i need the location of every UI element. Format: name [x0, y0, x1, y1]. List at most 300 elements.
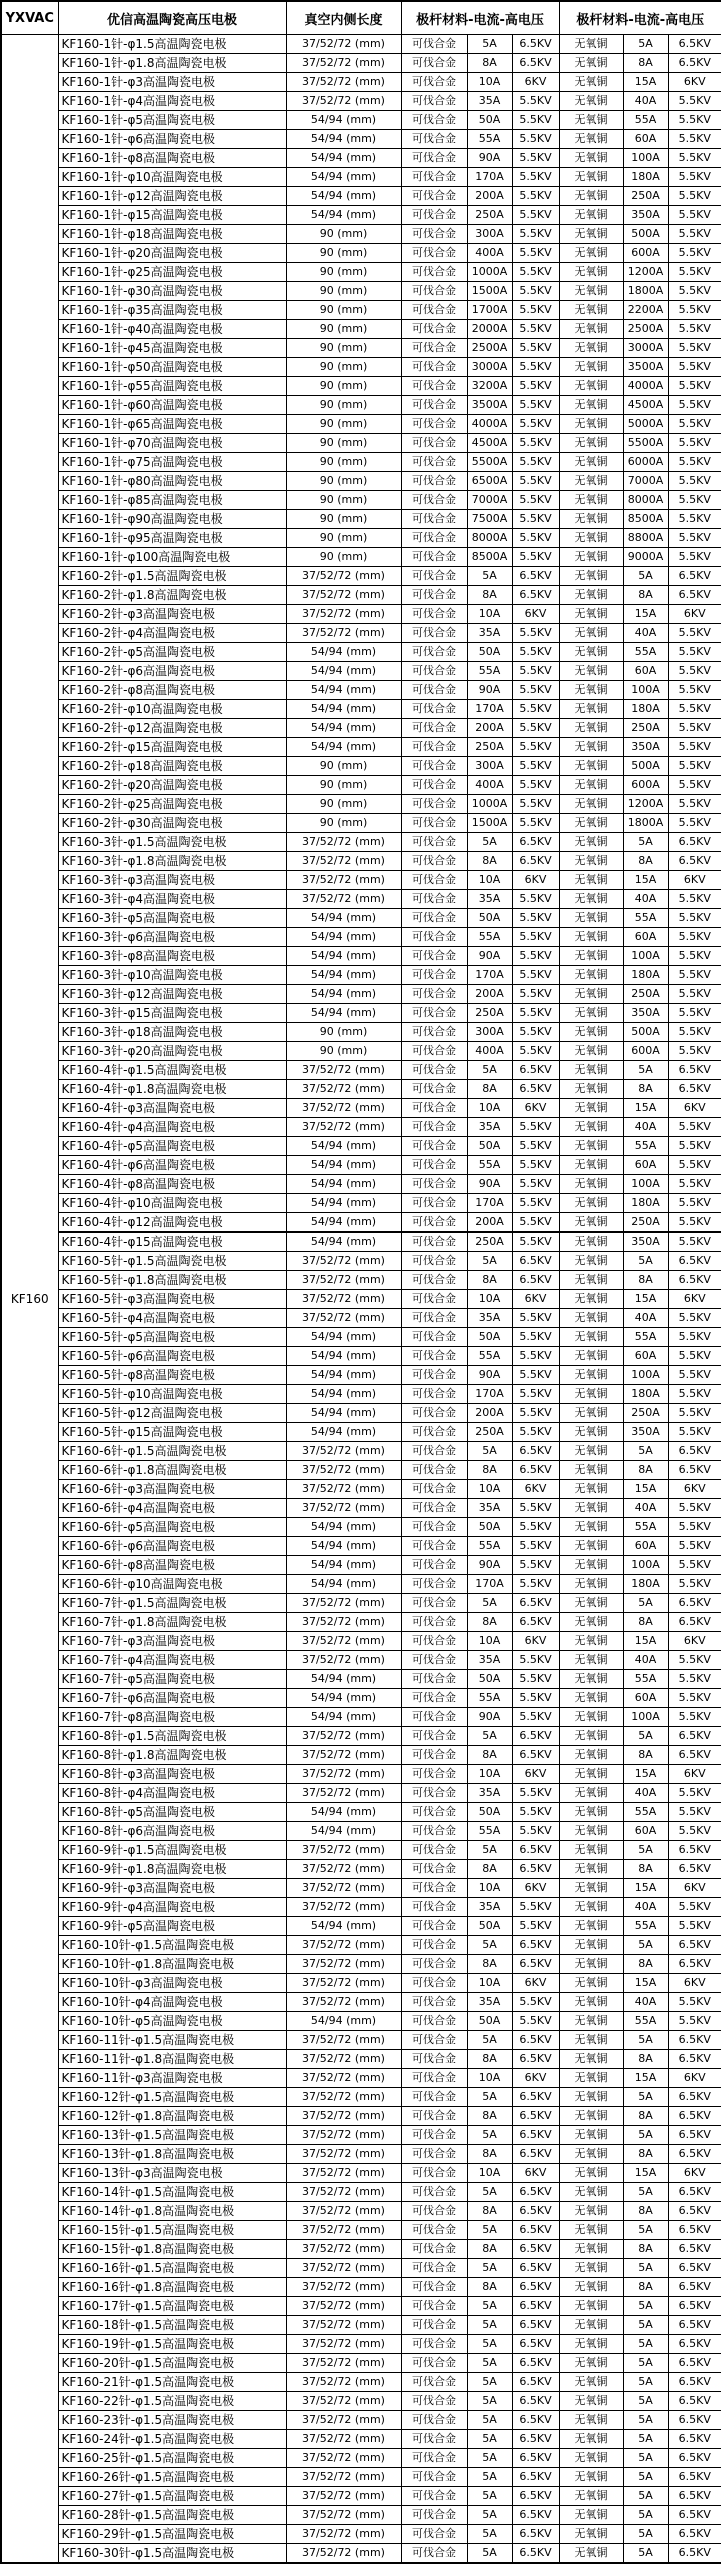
- material1-cell: 可伐合金: [401, 35, 467, 54]
- current2-cell: 60A: [623, 1347, 668, 1366]
- table-row: [1, 2430, 721, 2449]
- length-cell: 54/94 (mm): [286, 1366, 401, 1385]
- table-row: [1, 1974, 721, 1993]
- voltage2-cell: 6.5KV: [668, 2487, 721, 2506]
- product-name-cell: KF160-7针-φ3高温陶瓷电极: [58, 1632, 286, 1651]
- length-cell: 54/94 (mm): [286, 1156, 401, 1175]
- product-name-cell: KF160-3针-φ18高温陶瓷电极: [58, 1023, 286, 1042]
- voltage1-cell: 5.5KV: [512, 624, 559, 643]
- voltage1-cell: 5.5KV: [512, 1898, 559, 1917]
- voltage1-cell: 5.5KV: [512, 377, 559, 396]
- product-name-cell: KF160-1针-φ85高温陶瓷电极: [58, 491, 286, 510]
- current1-cell: 35A: [467, 1499, 512, 1518]
- voltage1-cell: 6.5KV: [512, 2050, 559, 2069]
- table-row: [1, 2259, 721, 2278]
- voltage2-cell: 6KV: [668, 73, 721, 92]
- current2-cell: 180A: [623, 168, 668, 187]
- product-name-cell: KF160-10针-φ1.5高温陶瓷电极: [58, 1936, 286, 1955]
- length-cell: 37/52/72 (mm): [286, 1061, 401, 1080]
- voltage1-cell: 5.5KV: [512, 1518, 559, 1537]
- product-name-cell: KF160-4针-φ15高温陶瓷电极: [58, 1232, 286, 1252]
- table-row: [1, 358, 721, 377]
- voltage1-cell: 6.5KV: [512, 1613, 559, 1632]
- material1-cell: 可伐合金: [401, 1632, 467, 1651]
- length-cell: 37/52/72 (mm): [286, 2544, 401, 2564]
- length-cell: 90 (mm): [286, 1023, 401, 1042]
- voltage1-cell: 6.5KV: [512, 2240, 559, 2259]
- product-name-cell: KF160-10针-φ4高温陶瓷电极: [58, 1993, 286, 2012]
- table-row: [1, 2126, 721, 2145]
- material1-cell: 可伐合金: [401, 833, 467, 852]
- current1-cell: 250A: [467, 1423, 512, 1442]
- length-cell: 54/94 (mm): [286, 1194, 401, 1213]
- current1-cell: 5A: [467, 1442, 512, 1461]
- voltage1-cell: 5.5KV: [512, 320, 559, 339]
- material2-cell: 无氧铜: [559, 776, 623, 795]
- voltage2-cell: 5.5KV: [668, 510, 721, 529]
- length-cell: 37/52/72 (mm): [286, 1499, 401, 1518]
- length-cell: 54/94 (mm): [286, 947, 401, 966]
- product-name-cell: KF160-10针-φ1.8高温陶瓷电极: [58, 1955, 286, 1974]
- product-name-cell: KF160-20针-φ1.5高温陶瓷电极: [58, 2354, 286, 2373]
- material1-cell: 可伐合金: [401, 529, 467, 548]
- material2-cell: 无氧铜: [559, 130, 623, 149]
- voltage1-cell: 6.5KV: [512, 1061, 559, 1080]
- length-cell: 54/94 (mm): [286, 719, 401, 738]
- material1-cell: 可伐合金: [401, 662, 467, 681]
- current2-cell: 40A: [623, 1898, 668, 1917]
- current2-cell: 5A: [623, 2297, 668, 2316]
- current2-cell: 40A: [623, 890, 668, 909]
- current2-cell: 15A: [623, 1099, 668, 1118]
- product-name-cell: KF160-8针-φ4高温陶瓷电极: [58, 1784, 286, 1803]
- current2-cell: 180A: [623, 700, 668, 719]
- material1-cell: 可伐合金: [401, 2088, 467, 2107]
- current1-cell: 10A: [467, 1099, 512, 1118]
- voltage1-cell: 5.5KV: [512, 928, 559, 947]
- product-name-cell: KF160-1针-φ95高温陶瓷电极: [58, 529, 286, 548]
- table-row: [1, 2335, 721, 2354]
- voltage2-cell: 5.5KV: [668, 738, 721, 757]
- voltage1-cell: 5.5KV: [512, 719, 559, 738]
- current1-cell: 10A: [467, 1290, 512, 1309]
- current2-cell: 1200A: [623, 795, 668, 814]
- table-row: [1, 529, 721, 548]
- material2-cell: 无氧铜: [559, 1442, 623, 1461]
- material1-cell: 可伐合金: [401, 1252, 467, 1271]
- current2-cell: 15A: [623, 1879, 668, 1898]
- product-name-cell: KF160-1针-φ40高温陶瓷电极: [58, 320, 286, 339]
- length-cell: 90 (mm): [286, 244, 401, 263]
- current2-cell: 1200A: [623, 263, 668, 282]
- current1-cell: 170A: [467, 1575, 512, 1594]
- material2-cell: 无氧铜: [559, 2164, 623, 2183]
- material2-cell: 无氧铜: [559, 396, 623, 415]
- voltage1-cell: 5.5KV: [512, 1194, 559, 1213]
- current1-cell: 8A: [467, 1080, 512, 1099]
- material2-cell: 无氧铜: [559, 548, 623, 567]
- table-row: [1, 928, 721, 947]
- product-name-cell: KF160-4针-φ6高温陶瓷电极: [58, 1156, 286, 1175]
- table-row: [1, 2050, 721, 2069]
- current2-cell: 5A: [623, 567, 668, 586]
- voltage1-cell: 5.5KV: [512, 263, 559, 282]
- current1-cell: 5A: [467, 2259, 512, 2278]
- table-row: [1, 985, 721, 1004]
- current2-cell: 8A: [623, 1746, 668, 1765]
- length-cell: 54/94 (mm): [286, 1575, 401, 1594]
- product-name-cell: KF160-5针-φ1.5高温陶瓷电极: [58, 1252, 286, 1271]
- material2-cell: 无氧铜: [559, 2278, 623, 2297]
- material2-cell: 无氧铜: [559, 700, 623, 719]
- current1-cell: 6500A: [467, 472, 512, 491]
- voltage1-cell: 6KV: [512, 1879, 559, 1898]
- voltage2-cell: 6.5KV: [668, 2392, 721, 2411]
- table-row: [1, 890, 721, 909]
- voltage1-cell: 5.5KV: [512, 168, 559, 187]
- product-name-cell: KF160-2针-φ10高温陶瓷电极: [58, 700, 286, 719]
- material1-cell: 可伐合金: [401, 1042, 467, 1061]
- voltage2-cell: 5.5KV: [668, 92, 721, 111]
- current1-cell: 50A: [467, 1328, 512, 1347]
- length-cell: 37/52/72 (mm): [286, 2050, 401, 2069]
- voltage1-cell: 6KV: [512, 1765, 559, 1784]
- voltage1-cell: 5.5KV: [512, 1670, 559, 1689]
- product-name-cell: KF160-3针-φ8高温陶瓷电极: [58, 947, 286, 966]
- table-row: [1, 2354, 721, 2373]
- material2-cell: 无氧铜: [559, 415, 623, 434]
- current2-cell: 15A: [623, 871, 668, 890]
- current1-cell: 5A: [467, 2487, 512, 2506]
- voltage1-cell: 6KV: [512, 1099, 559, 1118]
- current1-cell: 170A: [467, 1385, 512, 1404]
- current1-cell: 1500A: [467, 282, 512, 301]
- length-cell: 90 (mm): [286, 472, 401, 491]
- material1-cell: 可伐合金: [401, 1651, 467, 1670]
- voltage2-cell: 5.5KV: [668, 928, 721, 947]
- material2-cell: 无氧铜: [559, 1974, 623, 1993]
- current1-cell: 300A: [467, 1023, 512, 1042]
- voltage1-cell: 5.5KV: [512, 1993, 559, 2012]
- length-cell: 37/52/72 (mm): [286, 586, 401, 605]
- product-name-cell: KF160-3针-φ3高温陶瓷电极: [58, 871, 286, 890]
- material2-cell: 无氧铜: [559, 2202, 623, 2221]
- current2-cell: 250A: [623, 1213, 668, 1233]
- voltage2-cell: 5.5KV: [668, 814, 721, 833]
- length-cell: 54/94 (mm): [286, 1689, 401, 1708]
- material1-cell: 可伐合金: [401, 871, 467, 890]
- table-row: [1, 643, 721, 662]
- material1-cell: 可伐合金: [401, 1004, 467, 1023]
- current1-cell: 8A: [467, 586, 512, 605]
- voltage2-cell: 5.5KV: [668, 1004, 721, 1023]
- voltage2-cell: 5.5KV: [668, 1537, 721, 1556]
- material1-cell: 可伐合金: [401, 1118, 467, 1137]
- material2-cell: 无氧铜: [559, 301, 623, 320]
- table-row: [1, 1822, 721, 1841]
- current2-cell: 8A: [623, 586, 668, 605]
- material2-cell: 无氧铜: [559, 1290, 623, 1309]
- current1-cell: 8500A: [467, 548, 512, 567]
- material1-cell: 可伐合金: [401, 719, 467, 738]
- table-row: [1, 1309, 721, 1328]
- current1-cell: 10A: [467, 1765, 512, 1784]
- voltage2-cell: 5.5KV: [668, 662, 721, 681]
- current1-cell: 5A: [467, 2088, 512, 2107]
- voltage1-cell: 5.5KV: [512, 1651, 559, 1670]
- current2-cell: 1800A: [623, 282, 668, 301]
- length-cell: 37/52/72 (mm): [286, 1651, 401, 1670]
- current1-cell: 3200A: [467, 377, 512, 396]
- current1-cell: 55A: [467, 1347, 512, 1366]
- table-row: [1, 2316, 721, 2335]
- material2-cell: 无氧铜: [559, 2145, 623, 2164]
- length-cell: 37/52/72 (mm): [286, 1955, 401, 1974]
- material2-cell: 无氧铜: [559, 1993, 623, 2012]
- length-cell: 37/52/72 (mm): [286, 2487, 401, 2506]
- material1-cell: 可伐合金: [401, 2050, 467, 2069]
- current2-cell: 55A: [623, 909, 668, 928]
- product-name-cell: KF160-5针-φ4高温陶瓷电极: [58, 1309, 286, 1328]
- product-name-cell: KF160-1针-φ50高温陶瓷电极: [58, 358, 286, 377]
- material2-cell: 无氧铜: [559, 358, 623, 377]
- length-cell: 54/94 (mm): [286, 130, 401, 149]
- table-row: [1, 1099, 721, 1118]
- material2-cell: 无氧铜: [559, 966, 623, 985]
- current1-cell: 50A: [467, 111, 512, 130]
- length-cell: 90 (mm): [286, 453, 401, 472]
- material2-cell: 无氧铜: [559, 643, 623, 662]
- current2-cell: 100A: [623, 947, 668, 966]
- product-name-cell: KF160-8针-φ3高温陶瓷电极: [58, 1765, 286, 1784]
- product-name-cell: KF160-3针-φ1.5高温陶瓷电极: [58, 833, 286, 852]
- current2-cell: 4500A: [623, 396, 668, 415]
- product-name-cell: KF160-1针-φ70高温陶瓷电极: [58, 434, 286, 453]
- current1-cell: 5A: [467, 1594, 512, 1613]
- current1-cell: 90A: [467, 1175, 512, 1194]
- current1-cell: 35A: [467, 890, 512, 909]
- current1-cell: 90A: [467, 1556, 512, 1575]
- material1-cell: 可伐合金: [401, 2107, 467, 2126]
- voltage2-cell: 6.5KV: [668, 2221, 721, 2240]
- product-name-cell: KF160-7针-φ6高温陶瓷电极: [58, 1689, 286, 1708]
- product-name-cell: KF160-3针-φ6高温陶瓷电极: [58, 928, 286, 947]
- voltage1-cell: 5.5KV: [512, 1537, 559, 1556]
- material1-cell: 可伐合金: [401, 111, 467, 130]
- material2-cell: 无氧铜: [559, 795, 623, 814]
- product-name-cell: KF160-5针-φ3高温陶瓷电极: [58, 1290, 286, 1309]
- product-name-cell: KF160-4针-φ10高温陶瓷电极: [58, 1194, 286, 1213]
- table-row: [1, 1784, 721, 1803]
- material2-cell: 无氧铜: [559, 871, 623, 890]
- material1-cell: 可伐合金: [401, 1099, 467, 1118]
- voltage1-cell: 6.5KV: [512, 2373, 559, 2392]
- current2-cell: 8A: [623, 852, 668, 871]
- material-group2-header: 极杆材料-电流-高电压: [559, 1, 721, 35]
- current2-cell: 55A: [623, 1137, 668, 1156]
- voltage2-cell: 6KV: [668, 2164, 721, 2183]
- material2-cell: 无氧铜: [559, 1727, 623, 1746]
- voltage2-cell: 5.5KV: [668, 1556, 721, 1575]
- material1-cell: 可伐合金: [401, 187, 467, 206]
- current1-cell: 1700A: [467, 301, 512, 320]
- table-row: [1, 92, 721, 111]
- length-cell: 37/52/72 (mm): [286, 2278, 401, 2297]
- voltage2-cell: 5.5KV: [668, 149, 721, 168]
- voltage2-cell: 5.5KV: [668, 263, 721, 282]
- material1-cell: 可伐合金: [401, 814, 467, 833]
- voltage2-cell: 6.5KV: [668, 54, 721, 73]
- material2-cell: 无氧铜: [559, 1803, 623, 1822]
- product-name-cell: KF160-9针-φ4高温陶瓷电极: [58, 1898, 286, 1917]
- material1-cell: 可伐合金: [401, 1175, 467, 1194]
- material2-cell: 无氧铜: [559, 2126, 623, 2145]
- voltage1-cell: 5.5KV: [512, 1404, 559, 1423]
- material1-cell: 可伐合金: [401, 1594, 467, 1613]
- voltage2-cell: 5.5KV: [668, 548, 721, 567]
- product-name-cell: KF160-1针-φ55高温陶瓷电极: [58, 377, 286, 396]
- voltage2-cell: 6.5KV: [668, 2088, 721, 2107]
- length-cell: 90 (mm): [286, 320, 401, 339]
- voltage2-cell: 5.5KV: [668, 795, 721, 814]
- voltage1-cell: 6.5KV: [512, 2221, 559, 2240]
- material2-cell: 无氧铜: [559, 2088, 623, 2107]
- current1-cell: 1000A: [467, 795, 512, 814]
- material1-cell: 可伐合金: [401, 396, 467, 415]
- product-name-cell: KF160-1针-φ1.8高温陶瓷电极: [58, 54, 286, 73]
- material2-cell: 无氧铜: [559, 605, 623, 624]
- current2-cell: 5A: [623, 833, 668, 852]
- current1-cell: 5A: [467, 2525, 512, 2544]
- voltage1-cell: 6.5KV: [512, 1860, 559, 1879]
- current1-cell: 5A: [467, 2354, 512, 2373]
- product-name-cell: KF160-6针-φ1.5高温陶瓷电极: [58, 1442, 286, 1461]
- current2-cell: 8A: [623, 2202, 668, 2221]
- table-row: [1, 2525, 721, 2544]
- material1-cell: 可伐合金: [401, 1556, 467, 1575]
- length-cell: 90 (mm): [286, 795, 401, 814]
- product-name-cell: KF160-21针-φ1.5高温陶瓷电极: [58, 2373, 286, 2392]
- material1-cell: 可伐合金: [401, 1137, 467, 1156]
- voltage2-cell: 6KV: [668, 1765, 721, 1784]
- material2-cell: 无氧铜: [559, 1461, 623, 1480]
- material2-cell: 无氧铜: [559, 2297, 623, 2316]
- material1-cell: 可伐合金: [401, 567, 467, 586]
- product-name-cell: KF160-23针-φ1.5高温陶瓷电极: [58, 2411, 286, 2430]
- voltage1-cell: 5.5KV: [512, 757, 559, 776]
- material1-cell: 可伐合金: [401, 2221, 467, 2240]
- table-row: [1, 947, 721, 966]
- material2-cell: 无氧铜: [559, 2411, 623, 2430]
- product-name-cell: KF160-8针-φ6高温陶瓷电极: [58, 1822, 286, 1841]
- voltage2-cell: 5.5KV: [668, 1118, 721, 1137]
- length-cell: 54/94 (mm): [286, 966, 401, 985]
- material2-cell: 无氧铜: [559, 92, 623, 111]
- length-cell: 37/52/72 (mm): [286, 1841, 401, 1860]
- length-cell: 37/52/72 (mm): [286, 35, 401, 54]
- voltage2-cell: 5.5KV: [668, 1917, 721, 1936]
- current2-cell: 5A: [623, 2259, 668, 2278]
- table-row: [1, 567, 721, 586]
- voltage1-cell: 5.5KV: [512, 947, 559, 966]
- material1-cell: 可伐合金: [401, 377, 467, 396]
- material1-cell: 可伐合金: [401, 2259, 467, 2278]
- table-row: [1, 206, 721, 225]
- voltage2-cell: 5.5KV: [668, 111, 721, 130]
- material2-cell: 无氧铜: [559, 814, 623, 833]
- material1-cell: 可伐合金: [401, 2297, 467, 2316]
- table-row: [1, 2544, 721, 2564]
- current1-cell: 90A: [467, 149, 512, 168]
- current1-cell: 5A: [467, 2316, 512, 2335]
- length-cell: 54/94 (mm): [286, 1175, 401, 1194]
- material1-cell: 可伐合金: [401, 1366, 467, 1385]
- current2-cell: 250A: [623, 1404, 668, 1423]
- voltage2-cell: 5.5KV: [668, 1213, 721, 1233]
- voltage1-cell: 5.5KV: [512, 244, 559, 263]
- table-row: [1, 1993, 721, 2012]
- material1-cell: 可伐合金: [401, 643, 467, 662]
- material1-cell: 可伐合金: [401, 1860, 467, 1879]
- current1-cell: 400A: [467, 1042, 512, 1061]
- current2-cell: 5500A: [623, 434, 668, 453]
- material2-cell: 无氧铜: [559, 1385, 623, 1404]
- length-cell: 37/52/72 (mm): [286, 1309, 401, 1328]
- voltage2-cell: 5.5KV: [668, 1309, 721, 1328]
- product-name-cell: KF160-29针-φ1.5高温陶瓷电极: [58, 2525, 286, 2544]
- voltage1-cell: 5.5KV: [512, 1175, 559, 1194]
- product-name-cell: KF160-1针-φ8高温陶瓷电极: [58, 149, 286, 168]
- length-cell: 37/52/72 (mm): [286, 1898, 401, 1917]
- voltage1-cell: 5.5KV: [512, 111, 559, 130]
- voltage2-cell: 5.5KV: [668, 1175, 721, 1194]
- current2-cell: 5A: [623, 2487, 668, 2506]
- current1-cell: 2000A: [467, 320, 512, 339]
- material1-cell: 可伐合金: [401, 2335, 467, 2354]
- material2-cell: 无氧铜: [559, 1347, 623, 1366]
- voltage2-cell: 5.5KV: [668, 1689, 721, 1708]
- length-cell: 90 (mm): [286, 396, 401, 415]
- material2-cell: 无氧铜: [559, 1309, 623, 1328]
- voltage1-cell: 6KV: [512, 1632, 559, 1651]
- voltage1-cell: 5.5KV: [512, 681, 559, 700]
- product-name-cell: KF160-7针-φ1.5高温陶瓷电极: [58, 1594, 286, 1613]
- current2-cell: 8A: [623, 2145, 668, 2164]
- current2-cell: 5A: [623, 2126, 668, 2145]
- product-name-cell: KF160-2针-φ18高温陶瓷电极: [58, 757, 286, 776]
- table-row: [1, 396, 721, 415]
- voltage1-cell: 6.5KV: [512, 2183, 559, 2202]
- voltage1-cell: 5.5KV: [512, 1708, 559, 1727]
- table-row: [1, 1271, 721, 1290]
- length-cell: 90 (mm): [286, 776, 401, 795]
- voltage2-cell: 6KV: [668, 1480, 721, 1499]
- product-name-cell: KF160-30针-φ1.5高温陶瓷电极: [58, 2544, 286, 2564]
- material2-cell: 无氧铜: [559, 2544, 623, 2564]
- current2-cell: 350A: [623, 738, 668, 757]
- material2-cell: 无氧铜: [559, 2373, 623, 2392]
- current1-cell: 5A: [467, 2544, 512, 2564]
- current1-cell: 200A: [467, 187, 512, 206]
- current2-cell: 5A: [623, 2316, 668, 2335]
- current2-cell: 5A: [623, 1252, 668, 1271]
- voltage2-cell: 5.5KV: [668, 624, 721, 643]
- product-name-cell: KF160-5针-φ8高温陶瓷电极: [58, 1366, 286, 1385]
- voltage1-cell: 5.5KV: [512, 1556, 559, 1575]
- voltage2-cell: 5.5KV: [668, 472, 721, 491]
- product-name-cell: KF160-2针-φ12高温陶瓷电极: [58, 719, 286, 738]
- material2-cell: 无氧铜: [559, 1651, 623, 1670]
